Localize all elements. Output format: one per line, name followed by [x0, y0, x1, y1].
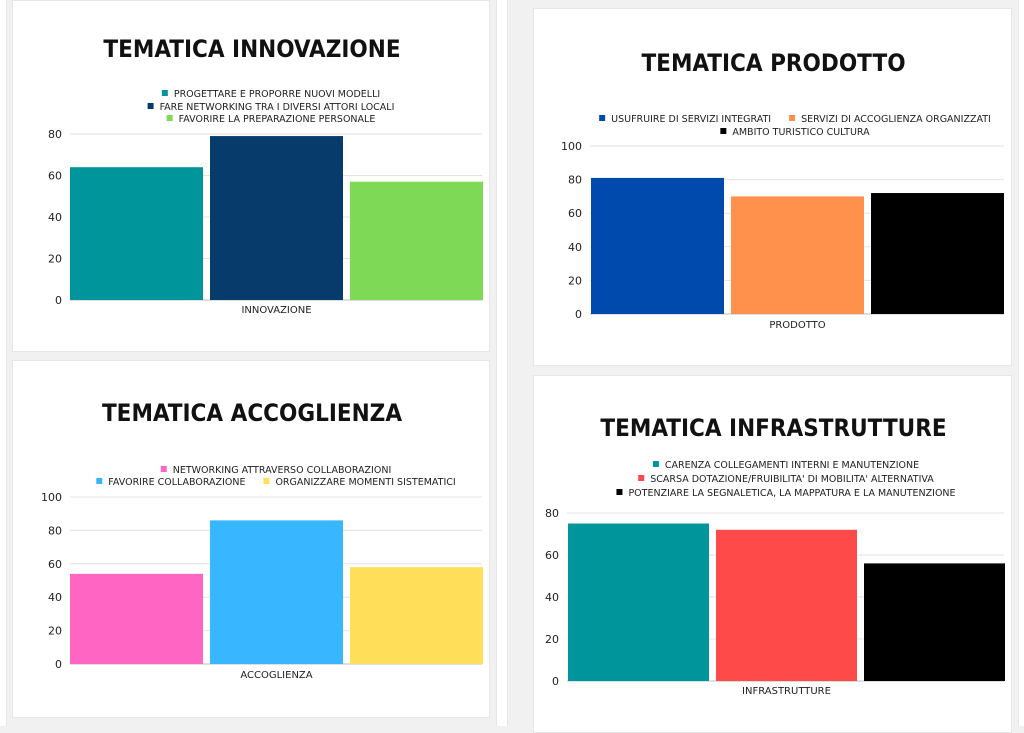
chart-card-prodotto	[533, 8, 1012, 366]
bar-favorire-collaborazione	[210, 520, 343, 664]
y-tick-label: 100	[41, 491, 62, 504]
right-edge-panel	[1018, 0, 1024, 726]
y-tick-label: 0	[552, 675, 559, 688]
legend-label: SCARSA DOTAZIONE/FRUIBILITA' DI MOBILITA' ALTERNATIVA	[650, 474, 934, 485]
middle-edge-panel	[496, 0, 508, 726]
legend-label: ORGANIZZARE MOMENTI SISTEMATICI	[275, 477, 456, 488]
y-tick-label: 0	[55, 658, 62, 671]
y-tick-label: 80	[48, 524, 62, 538]
y-tick-label: 80	[545, 507, 559, 520]
y-tick-label: 40	[545, 591, 559, 604]
y-tick-label: 80	[48, 128, 62, 141]
legend-swatch	[162, 90, 168, 96]
y-tick-label: 20	[545, 633, 559, 646]
legend-row	[162, 89, 380, 100]
y-tick-label: 60	[48, 169, 62, 183]
legend-swatch	[148, 103, 154, 109]
bar-organizzare-momenti-sistematici	[350, 567, 483, 664]
legend-swatch	[720, 128, 726, 134]
chart-card-infrastrutture	[533, 375, 1012, 733]
y-tick-label: 60	[568, 207, 582, 221]
legend-swatch	[96, 478, 102, 484]
legend-label: PROGETTARE E PROPORRE NUOVI MODELLI	[173, 89, 381, 100]
legend-swatch	[263, 478, 269, 484]
chart-title: TEMATICA PRODOTTO	[641, 49, 906, 77]
legend-label: USUFRUIRE DI SERVIZI INTEGRATI	[611, 114, 772, 125]
y-tick-label: 60	[545, 549, 559, 562]
legend-swatch	[161, 466, 167, 472]
bar-scarsa-dotazione-fruibilita-di-mobilita-alternativa	[716, 530, 857, 681]
legend-swatch	[653, 461, 659, 467]
chart-title: TEMATICA INFRASTRUTTURE	[600, 414, 947, 442]
chart-infrastrutture	[534, 376, 1013, 727]
y-tick-label: 0	[55, 294, 62, 307]
y-tick-label: 40	[568, 240, 582, 254]
legend-swatch	[789, 115, 795, 121]
x-category-label: INNOVAZIONE	[241, 305, 312, 316]
y-tick-label: 40	[48, 591, 62, 605]
bar-ambito-turistico-cultura	[871, 193, 1004, 314]
y-tick-label: 20	[568, 274, 582, 288]
y-tick-label: 20	[48, 624, 62, 638]
bar-progettare-e-proporre-nuovi-modelli	[70, 167, 203, 300]
legend-row	[720, 127, 870, 138]
bar-carenza-collegamenti-interni-e-manutenzione	[568, 524, 709, 682]
x-category-label: ACCOGLIENZA	[240, 670, 313, 681]
legend-row	[148, 102, 395, 113]
legend-swatch	[167, 115, 173, 121]
chart-title: TEMATICA INNOVAZIONE	[103, 35, 401, 63]
bar-usufruire-di-servizi-integrati	[591, 178, 724, 314]
chart-innovazione	[13, 1, 491, 353]
bar-servizi-di-accoglienza-organizzati	[731, 196, 864, 314]
legend-row	[653, 460, 919, 471]
legend-label: FARE NETWORKING TRA I DIVERSI ATTORI LOCALI	[159, 102, 395, 113]
legend-swatch	[599, 115, 605, 121]
legend-label: FAVORIRE COLLABORAZIONE	[108, 477, 246, 488]
y-tick-label: 0	[575, 308, 582, 321]
legend-label: FAVORIRE LA PREPARAZIONE PERSONALE	[178, 114, 376, 125]
chart-card-accoglienza	[12, 360, 490, 718]
legend-label: NETWORKING ATTRAVERSO COLLABORAZIONI	[172, 465, 392, 476]
bar-fare-networking-tra-i-diversi-attori-locali	[210, 136, 343, 300]
bar-networking-attraverso-collaborazioni	[70, 574, 203, 664]
bar-favorire-la-preparazione-personale	[350, 182, 483, 300]
chart-title: TEMATICA ACCOGLIENZA	[101, 399, 403, 427]
chart-accoglienza	[13, 361, 491, 719]
legend-row	[96, 477, 455, 488]
legend-row	[638, 474, 934, 485]
legend-row	[167, 114, 376, 125]
y-tick-label: 60	[48, 557, 62, 571]
legend-label: AMBITO TURISTICO CULTURA	[732, 127, 870, 138]
legend-swatch	[616, 489, 622, 495]
legend-label: POTENZIARE LA SEGNALETICA, LA MAPPATURA E LA MANUTENZIONE	[628, 488, 956, 499]
chart-card-innovazione	[12, 0, 490, 352]
y-tick-label: 20	[48, 252, 62, 266]
y-tick-label: 40	[48, 211, 62, 224]
legend-label: CARENZA COLLEGAMENTI INTERNI E MANUTENZIONE	[664, 460, 920, 471]
y-tick-label: 80	[568, 173, 582, 187]
left-edge-panel	[0, 0, 7, 726]
legend-row	[599, 114, 991, 125]
x-category-label: INFRASTRUTTURE	[742, 686, 831, 697]
legend-swatch	[638, 475, 644, 481]
x-category-label: PRODOTTO	[769, 320, 826, 331]
legend-row	[616, 488, 955, 499]
legend-row	[161, 465, 392, 476]
chart-prodotto	[534, 9, 1013, 367]
legend-label: SERVIZI DI ACCOGLIENZA ORGANIZZATI	[801, 114, 991, 125]
bar-potenziare-la-segnaletica-la-mappatura-e-la-manutenzione	[864, 563, 1005, 681]
y-tick-label: 100	[561, 140, 582, 153]
